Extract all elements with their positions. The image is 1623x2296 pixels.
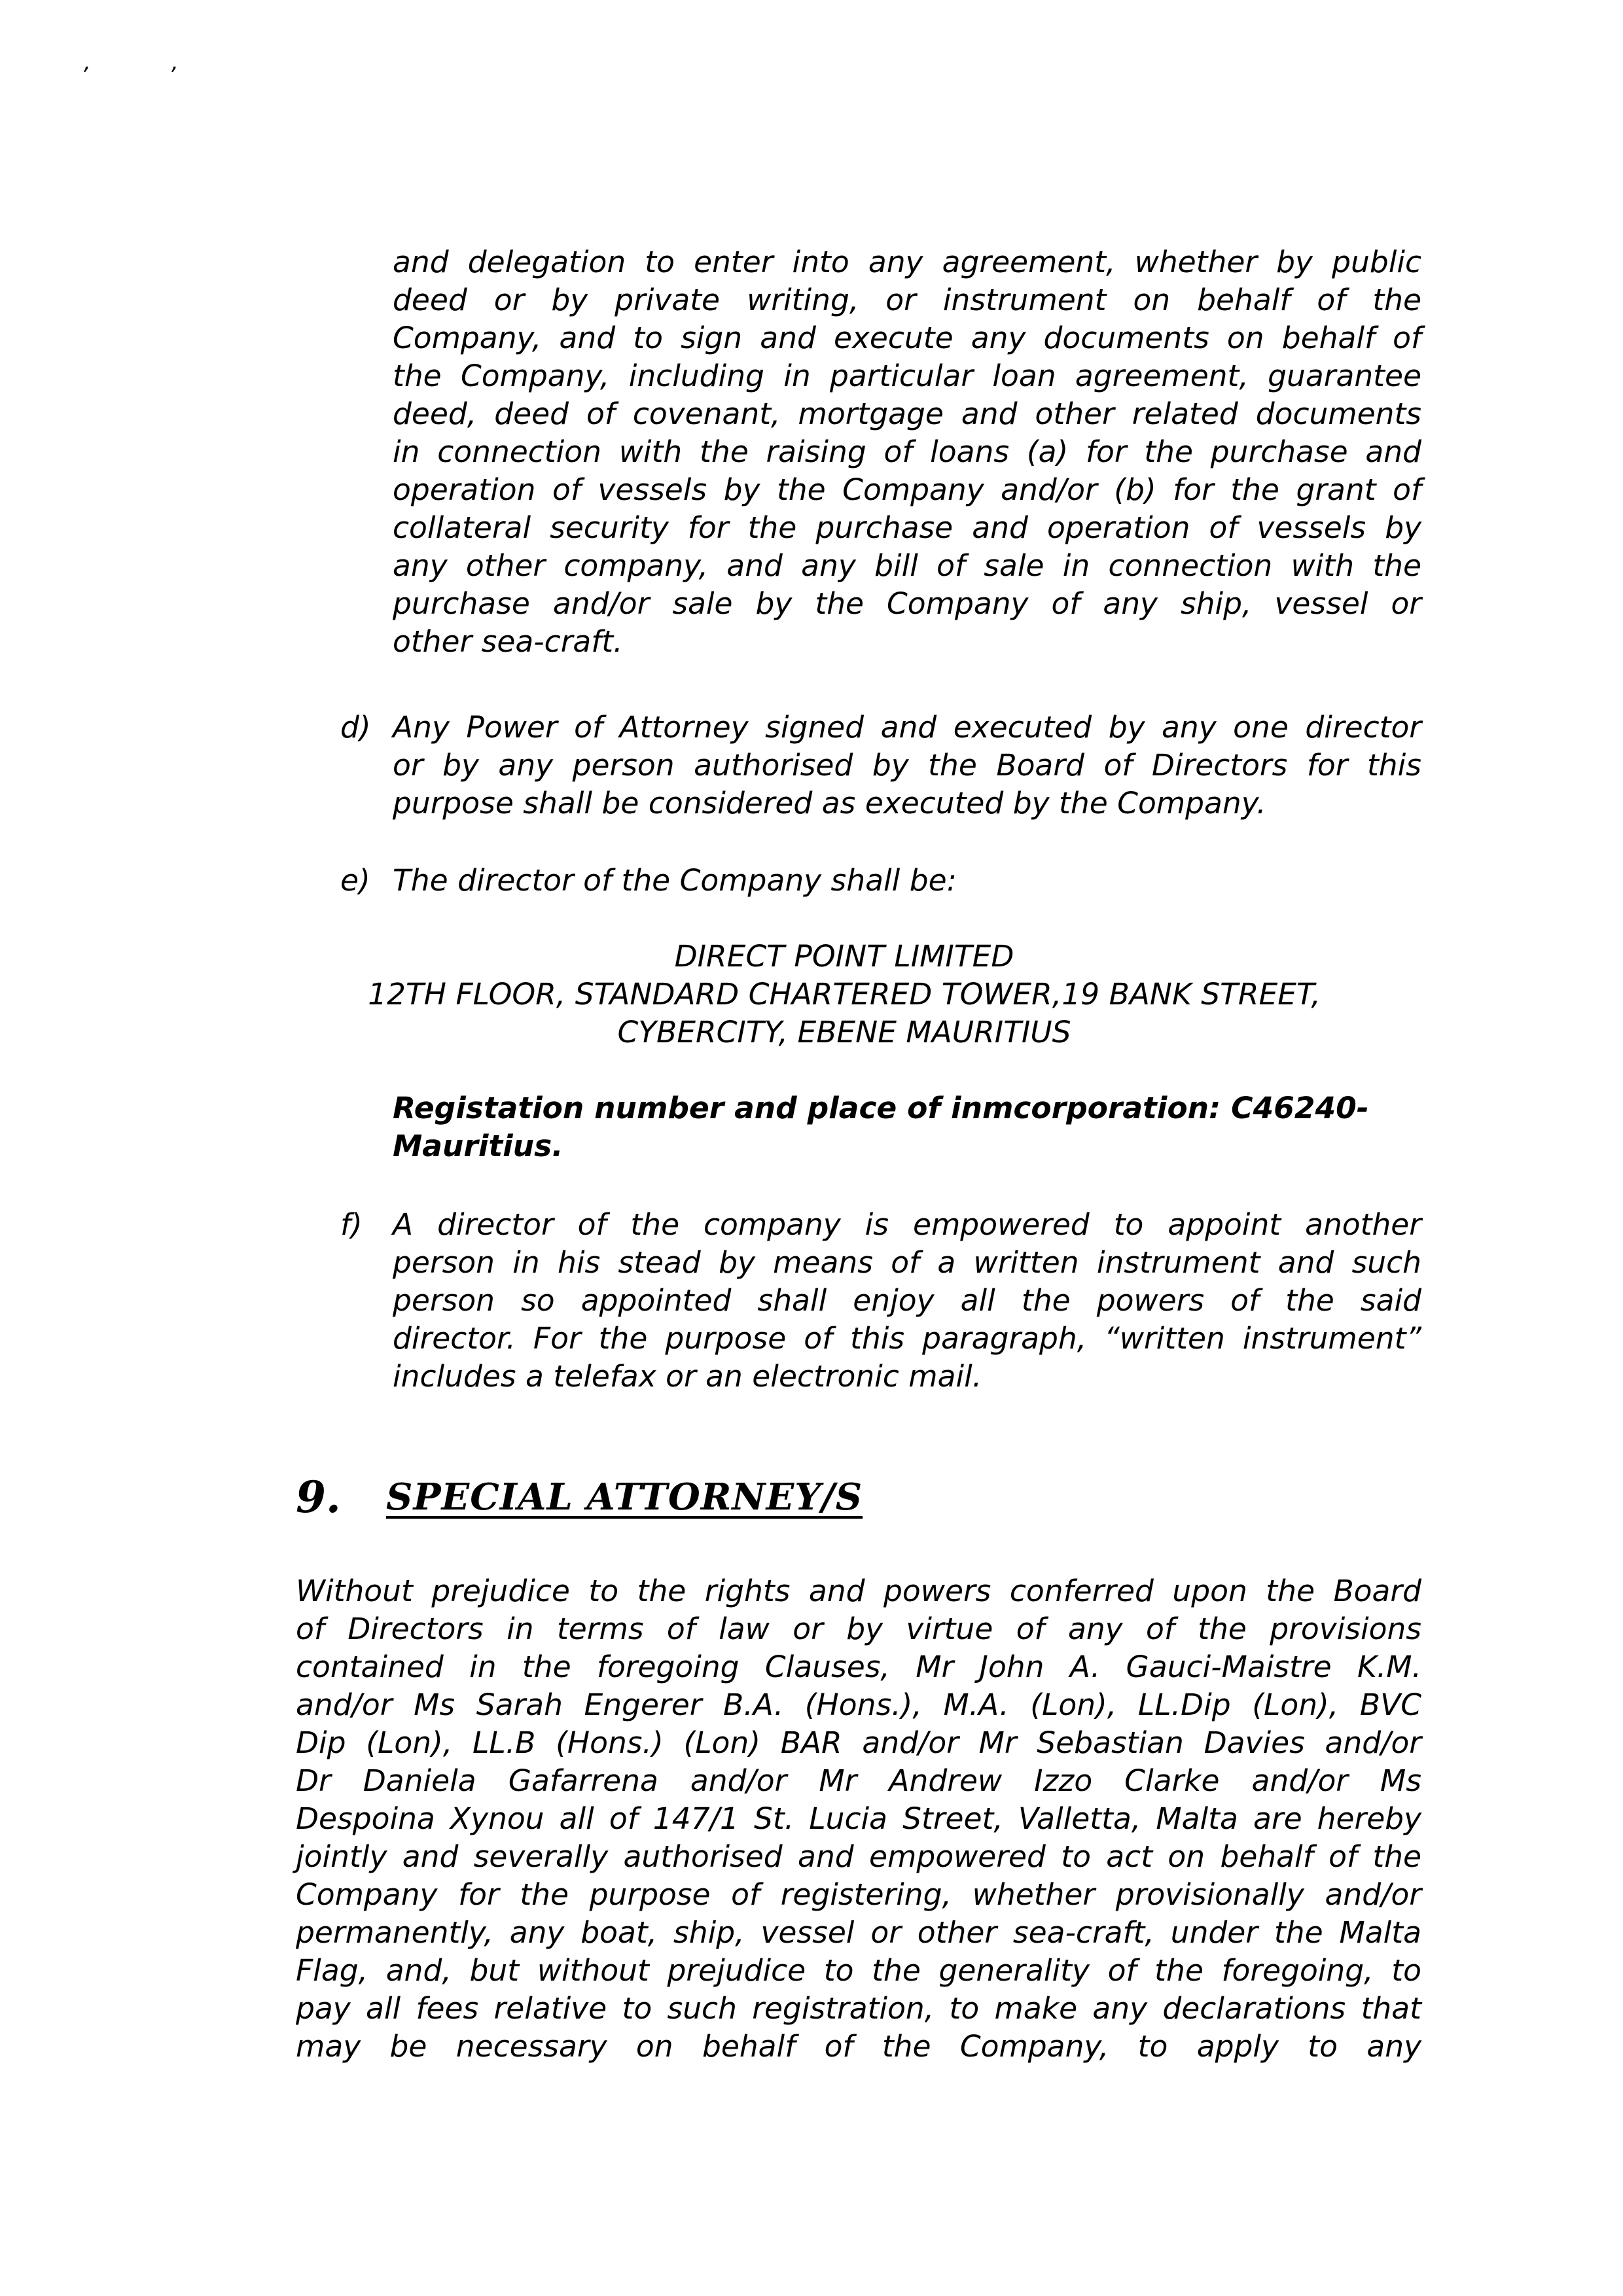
text-line: Dr Daniela Gafarrena and/or Mr Andrew Izzo Clarke and/or Ms — [296, 1763, 1421, 1798]
text-line: permanently, any boat, ship, vessel or other sea-craft, under the Malta — [296, 1915, 1421, 1950]
text-line: any other company, and any bill of sale in connection with the — [393, 548, 1421, 583]
text-line: Company, and to sign and execute any documents on behalf of — [393, 321, 1421, 355]
item-f-marker: f) — [340, 1207, 363, 1242]
item-d-text — [393, 709, 1421, 822]
section-number: 9. — [296, 1472, 341, 1523]
item-f-text — [393, 1206, 1421, 1396]
text-line: A director of the company is empowered to appoint another — [393, 1207, 1421, 1242]
text-line: and delegation to enter into any agreement, whether by public — [393, 245, 1421, 279]
text-line: deed, deed of covenant, mortgage and other related documents — [393, 397, 1421, 431]
scan-mark: , — [171, 49, 179, 75]
text-line: purpose shall be considered as executed by the Company. — [393, 786, 1266, 821]
item-e-text — [393, 862, 1421, 900]
scan-mark: , — [84, 49, 91, 75]
text-line: includes a telefax or an electronic mail. — [393, 1359, 982, 1394]
text-line: contained in the foregoing Clauses, Mr John A. Gauci-Maistre K.M. — [296, 1650, 1421, 1684]
director-name: DIRECT POINT LIMITED — [674, 939, 1014, 974]
director-address-line-2: CYBERCITY, EBENE MAURITIUS — [617, 1015, 1071, 1050]
text-line: may be necessary on behalf of the Company, to apply to any — [296, 2029, 1421, 2064]
text-line: or by any person authorised by the Board of Directors for this — [393, 748, 1421, 783]
registration-details — [393, 1089, 1421, 1165]
text-line: Without prejudice to the rights and powers conferred upon the Board — [296, 1574, 1421, 1608]
text-line: of Directors in terms of law or by virtue of any of the provisions — [296, 1612, 1421, 1646]
text-line: in connection with the raising of loans (a) for the purchase and — [393, 434, 1421, 469]
text-line: collateral security for the purchase and operation of vessels by — [393, 510, 1421, 545]
text-line: director. For the purpose of this paragraph, “written instrument” — [393, 1321, 1421, 1356]
text-line: Flag, and, but without prejudice to the generality of the foregoing, to — [296, 1953, 1421, 1988]
text-line: and/or Ms Sarah Engerer B.A. (Hons.), M.A. (Lon), LL.Dip (Lon), BVC — [296, 1687, 1421, 1722]
director-address-line-1: 12TH FLOOR, STANDARD CHARTERED TOWER,19 BANK STREET, — [368, 977, 1321, 1012]
text-line: jointly and severally authorised and empowered to act on behalf of the — [296, 1839, 1421, 1874]
text-line: deed or by private writing, or instrument on behalf of the — [393, 283, 1421, 317]
text-line: person in his stead by means of a written instrument and such — [393, 1245, 1421, 1280]
text-line: Despoina Xynou all of 147/1 St. Lucia Street, Valletta, Malta are hereby — [296, 1801, 1421, 1836]
text-line: Any Power of Attorney signed and executed by any one director — [393, 710, 1421, 745]
section-title: SPECIAL ATTORNEY/S — [386, 1475, 863, 1519]
item-e-marker: e) — [340, 863, 370, 898]
text-line: Dip (Lon), LL.B (Hons.) (Lon) BAR and/or Mr Sebastian Davies and/or — [296, 1725, 1421, 1760]
paragraph-c-continuation — [393, 243, 1421, 661]
text-line: purchase and/or sale by the Company of any ship, vessel or — [393, 586, 1421, 621]
text-line: person so appointed shall enjoy all the powers of the said — [393, 1283, 1421, 1318]
text-line: other sea-craft. — [393, 624, 623, 659]
text-line: Company for the purpose of registering, whether provisionally and/or — [296, 1877, 1421, 1912]
text-line: operation of vessels by the Company and/or (b) for the grant of — [393, 472, 1421, 507]
text-line: Registation number and place of inmcorporation: C46240- — [393, 1091, 1369, 1125]
text-line: pay all fees relative to such registration, to make any declarations that — [296, 1991, 1421, 2026]
section-9-body — [296, 1572, 1421, 2066]
text-line: the Company, including in particular loan agreement, guarantee — [393, 359, 1421, 393]
item-d-marker: d) — [340, 710, 371, 745]
text-line: The director of the Company shall be: — [393, 863, 957, 898]
text-line: Mauritius. — [393, 1129, 563, 1163]
